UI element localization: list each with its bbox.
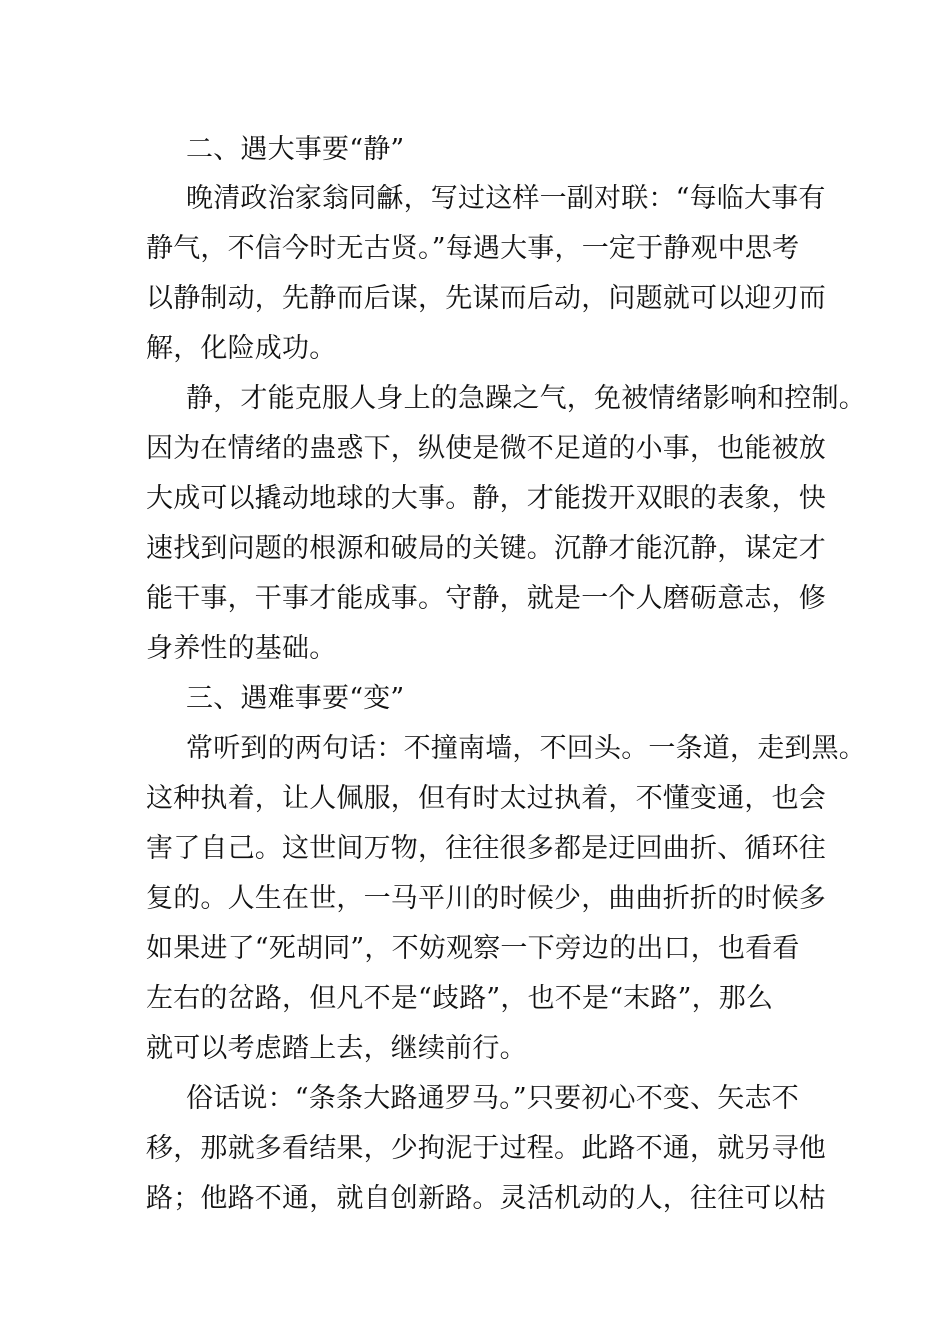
paragraph-line: 速找到问题的根源和破局的关键。沉静才能沉静，谋定才 bbox=[146, 533, 826, 564]
paragraph-line: 能干事，干事才能成事。守静，就是一个人磨砺意志，修 bbox=[146, 583, 826, 614]
paragraph-line: 解，化险成功。 bbox=[146, 333, 337, 364]
paragraph-line: 身养性的基础。 bbox=[146, 633, 337, 664]
paragraph-line: 复的。人生在世，一马平川的时候少，曲曲折折的时候多 bbox=[146, 883, 826, 914]
paragraph-line: 因为在情绪的蛊惑下，纵使是微不足道的小事，也能被放 bbox=[146, 433, 826, 464]
paragraph-line: 晚清政治家翁同龢，写过这样一副对联：“每临大事有 bbox=[186, 183, 826, 214]
paragraph-line: 移，那就多看结果，少拘泥于过程。此路不通，就另寻他 bbox=[146, 1133, 826, 1164]
paragraph-line: 害了自己。这世间万物，往往很多都是迂回曲折、循环往 bbox=[146, 833, 826, 864]
heading-section-two: 二、遇大事要“静” bbox=[186, 134, 405, 165]
paragraph-line: 以静制动，先静而后谋，先谋而后动，问题就可以迎刃而 bbox=[146, 283, 826, 314]
paragraph-line: 如果进了“死胡同”，不妨观察一下旁边的出口，也看看 bbox=[146, 933, 800, 964]
paragraph-line: 常听到的两句话：不撞南墙，不回头。一条道，走到黑。 bbox=[186, 733, 866, 764]
paragraph-line: 就可以考虑踏上去，继续前行。 bbox=[146, 1033, 527, 1064]
paragraph-line: 路；他路不通，就自创新路。灵活机动的人，往往可以枯 bbox=[146, 1183, 826, 1214]
paragraph-line: 俗话说：“条条大路通罗马。”只要初心不变、矢志不 bbox=[186, 1083, 799, 1114]
heading-section-three: 三、遇难事要“变” bbox=[186, 683, 405, 714]
paragraph-line: 这种执着，让人佩服，但有时太过执着，不懂变通，也会 bbox=[146, 783, 826, 814]
paragraph-line: 静气，不信今时无古贤。”每遇大事，一定于静观中思考 bbox=[146, 233, 800, 264]
paragraph-line: 大成可以撬动地球的大事。静，才能拨开双眼的表象，快 bbox=[146, 483, 826, 514]
paragraph-line: 左右的岔路，但凡不是“歧路”，也不是“末路”，那么 bbox=[146, 983, 774, 1014]
paragraph-line: 静，才能克服人身上的急躁之气，免被情绪影响和控制。 bbox=[186, 383, 866, 414]
